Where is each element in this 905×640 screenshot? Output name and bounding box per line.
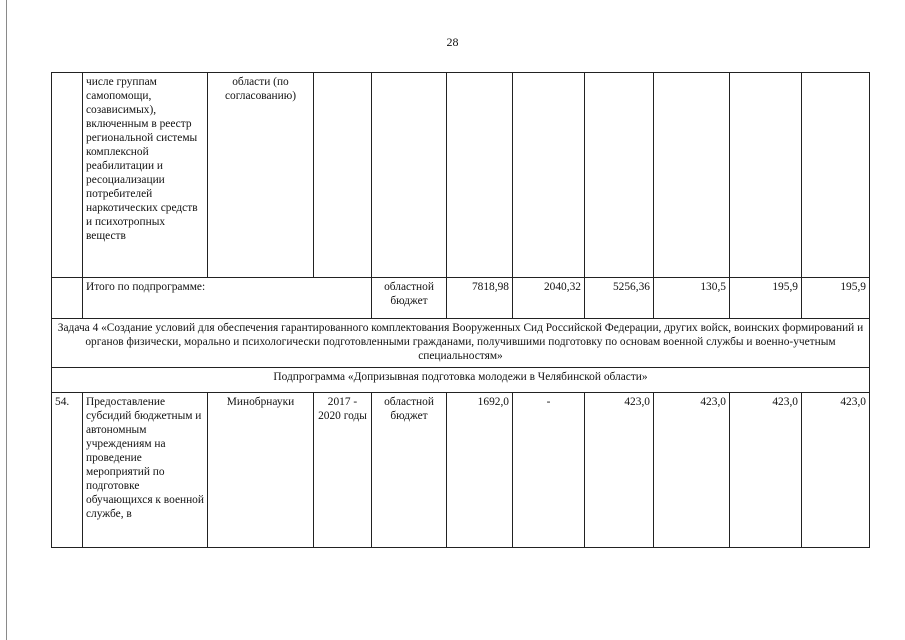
cell-period: 2017 - 2020 годы — [314, 393, 372, 548]
cell-total: 1692,0 — [447, 393, 513, 548]
cell-executor: области (по согласованию) — [208, 73, 314, 278]
table-row-total — [52, 278, 870, 319]
cell-year-2020: 423,0 — [730, 393, 802, 548]
cell-source: областной бюджет — [372, 278, 447, 319]
cell-total: 7818,98 — [447, 278, 513, 319]
cell-source: областной бюджет — [372, 393, 447, 548]
cell-total-label: Итого по подпрограмме: — [83, 278, 372, 319]
cell-year-empty — [513, 73, 585, 278]
cell-total-empty — [447, 73, 513, 278]
program-table — [51, 72, 870, 548]
cell-description: числе группам самопомощи, созависимых), включенным в реестр региональной системы комплексной реабилитации и ресоциализации потребителей наркотических средств и психотропных веществ — [83, 73, 208, 278]
cell-year-empty — [802, 73, 870, 278]
table-row-task — [52, 319, 870, 368]
page-edge-line — [6, 0, 7, 640]
cell-year-2021: 195,9 — [802, 278, 870, 319]
cell-year-empty — [730, 73, 802, 278]
cell-number-empty — [52, 73, 83, 278]
table-row-continued — [52, 73, 870, 278]
cell-number: 54. — [52, 393, 83, 548]
subprogram-heading: Подпрограмма «Допризывная подготовка молодежи в Челябинской области» — [52, 368, 870, 393]
cell-description: Предоставление субсидий бюджетным и автономным учреждениям на проведение мероприятий по подготовке обучающихся к военной службе, в — [83, 393, 208, 548]
page-number: 28 — [446, 35, 459, 49]
cell-year-2018: 5256,36 — [585, 278, 654, 319]
table-row-54 — [52, 393, 870, 548]
cell-period-empty — [314, 73, 372, 278]
cell-year-2021: 423,0 — [802, 393, 870, 548]
task-heading: Задача 4 «Создание условий для обеспечения гарантированного комплектования Вооруженных Сид Российской Федерации, других войск, воинских формирований и органов физически, морально и психологически подготовленными гражданами, получившими подготовку по основам военной службы и военно-учетным специальностям» — [52, 319, 870, 368]
cell-year-2018: 423,0 — [585, 393, 654, 548]
cell-year-2020: 195,9 — [730, 278, 802, 319]
cell-year-2019: 423,0 — [654, 393, 730, 548]
cell-source-empty — [372, 73, 447, 278]
cell-year-empty — [585, 73, 654, 278]
cell-year-empty — [654, 73, 730, 278]
cell-executor: Минобрнауки — [208, 393, 314, 548]
cell-number-empty — [52, 278, 83, 319]
cell-year-2017: - — [513, 393, 585, 548]
cell-year-2017: 2040,32 — [513, 278, 585, 319]
cell-year-2019: 130,5 — [654, 278, 730, 319]
table-row-subprogram — [52, 368, 870, 393]
